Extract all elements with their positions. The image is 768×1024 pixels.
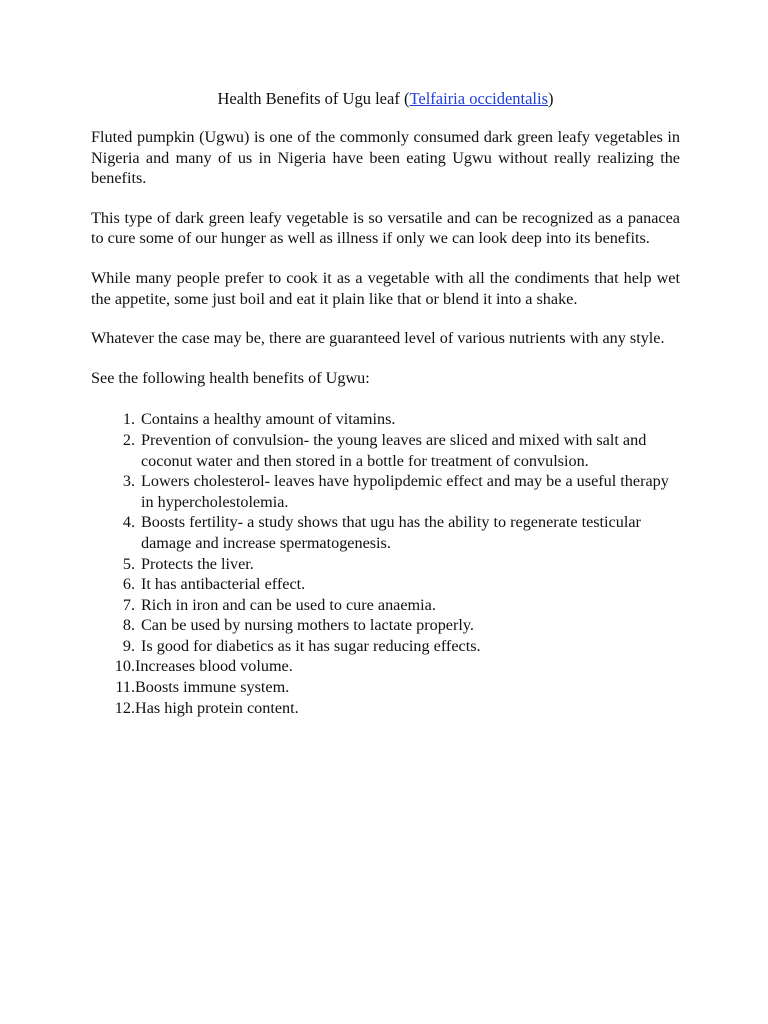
paragraph-versatile: This type of dark green leafy vegetable is so versatile and can be recognized as a panacea to cure some of our hunger as well as illness if only we can look deep into its benefits. (91, 208, 680, 248)
list-item (91, 636, 680, 657)
list-item (91, 512, 680, 553)
title-suffix: ) (548, 89, 554, 108)
page-title (91, 88, 680, 110)
list-item (91, 554, 680, 575)
list-item-text: Can be used by nursing mothers to lactate properly. (141, 616, 474, 635)
list-item-number: 10. (114, 657, 135, 676)
list-item-number: 11. (115, 678, 135, 697)
list-item (91, 677, 680, 698)
list-item (91, 615, 680, 636)
list-item-text: Boosts fertility- a study shows that ugu has the ability to regenerate testicular damage and increase spermatogenesis. (141, 513, 641, 552)
list-item-text: Is good for diabetics as it has sugar reducing effects. (141, 636, 481, 655)
paragraph-intro: Fluted pumpkin (Ugwu) is one of the commonly consumed dark green leafy vegetables in Nigeria and many of us in Nigeria have been eating Ugwu without really realizing the benefits. (91, 128, 680, 188)
list-item (91, 595, 680, 616)
list-item (91, 574, 680, 595)
paragraph-preparation: While many people prefer to cook it as a vegetable with all the condiments that help wet the appetite, some just boil and eat it plain like that or blend it into a shake. (91, 268, 680, 308)
list-item (91, 698, 680, 719)
list-item-text: Lowers cholesterol- leaves have hypolipdemic effect and may be a useful therapy in hypercholestolemia. (141, 472, 669, 511)
list-item (91, 409, 680, 430)
list-item-number: 1. (122, 410, 135, 429)
list-item-number: 2. (122, 430, 135, 449)
list-item (91, 471, 680, 512)
list-item-text: Prevention of convulsion- the young leaves are sliced and mixed with salt and coconut water and then stored in a bottle for treatment of convulsion. (141, 430, 647, 470)
list-item-text: Increases blood volume. (135, 657, 293, 676)
title-prefix: Health Benefits of Ugu leaf ( (217, 89, 410, 108)
list-item-number: 5. (122, 554, 135, 573)
list-item-number: 6. (122, 575, 135, 594)
paragraph-nutrients: Whatever the case may be, there are guaranteed level of various nutrients with any style. (91, 329, 665, 348)
benefits-list (91, 409, 680, 718)
list-item-text: Contains a healthy amount of vitamins. (141, 410, 396, 429)
paragraph-list-intro: See the following health benefits of Ugwu: (91, 368, 370, 387)
list-item-number: 3. (122, 472, 135, 491)
list-item-number: 4. (122, 513, 135, 532)
list-item-text: Protects the liver. (141, 554, 254, 573)
list-item-text: Rich in iron and can be used to cure anaemia. (141, 595, 436, 614)
list-item-number: 12. (114, 698, 135, 717)
list-item-text: Has high protein content. (135, 698, 299, 717)
list-item (91, 430, 680, 471)
list-item-text: Boosts immune system. (135, 678, 290, 697)
list-item (91, 656, 680, 677)
list-item-number: 8. (122, 616, 135, 635)
title-link-telfairia[interactable]: Telfairia occidentalis (409, 89, 549, 108)
list-item-number: 9. (122, 636, 135, 655)
list-item-number: 7. (122, 595, 135, 614)
list-item-text: It has antibacterial effect. (141, 575, 306, 594)
